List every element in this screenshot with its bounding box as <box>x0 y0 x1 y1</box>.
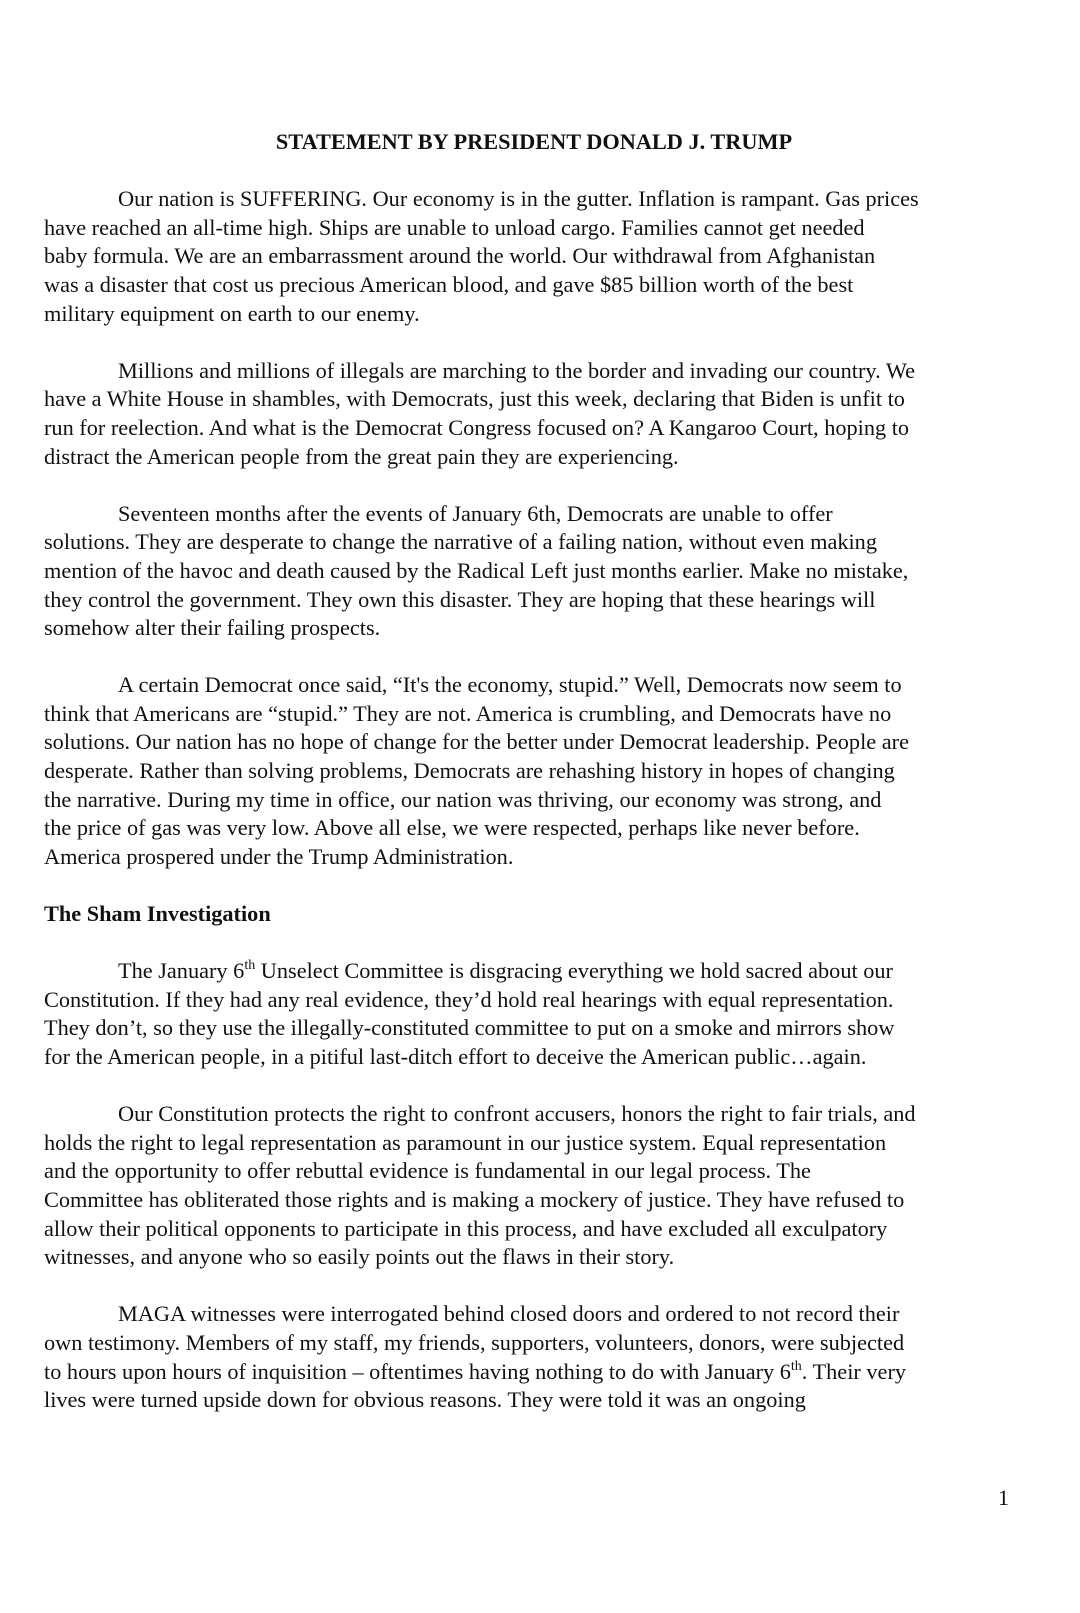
superscript: th <box>244 958 256 974</box>
spacer <box>44 157 1024 186</box>
spacer <box>44 1072 1024 1101</box>
text-line: for the American people, in a pitiful last-ditch effort to deceive the American public…again. <box>44 1044 867 1069</box>
text-line: lives were turned upside down for obvious reasons. They were told it was an ongoing <box>44 1387 806 1413</box>
section-heading: The Sham Investigation <box>44 901 271 927</box>
text-line: they control the government. They own this disaster. They are hoping that these hearings will <box>44 586 876 612</box>
text-line: think that Americans are “stupid.” They are not. America is crumbling, and Democrats have no <box>44 700 892 726</box>
text-line: Our Constitution protects the right to confront accusers, honors the right to fair trials, and <box>118 1101 916 1127</box>
text-line: military equipment on earth to our enemy. <box>44 300 420 326</box>
text-line: MAGA witnesses were interrogated behind closed doors and ordered to not record their <box>118 1301 900 1327</box>
paragraph <box>44 671 1024 871</box>
text-line: desperate. Rather than solving problems, Democrats are rehashing history in hopes of changing <box>44 758 895 784</box>
text-line: mention of the havoc and death caused by the Radical Left just months earlier. Make no mistake, <box>44 557 909 583</box>
text-line: They don’t, so they use the illegally-constituted committee to put on a smoke and mirrors show <box>44 1015 895 1041</box>
paragraph <box>44 185 1024 328</box>
text-line: Seventeen months after the events of January 6th, Democrats are unable to offer <box>118 500 833 526</box>
spacer <box>44 929 1024 958</box>
text-line: somehow alter their failing prospects. <box>44 615 381 641</box>
text-line: solutions. They are desperate to change the narrative of a failing nation, without even making <box>44 529 877 555</box>
spacer <box>44 1272 1024 1301</box>
text-line: and the opportunity to offer rebuttal evidence is fundamental in our legal process. The <box>44 1158 811 1184</box>
text-line: A certain Democrat once said, “It's the economy, stupid.” Well, Democrats now seem to <box>118 672 902 698</box>
text-line: allow their political opponents to participate in this process, and have excluded all exculpatory <box>44 1215 888 1241</box>
paragraph <box>44 1300 1024 1414</box>
text-line: to hours upon hours of inquisition – oftentimes having nothing to do with January 6th. Their very <box>44 1358 907 1384</box>
text-line: America prospered under the Trump Administration. <box>44 843 514 869</box>
text-line: holds the right to legal representation as paramount in our justice system. Equal representation <box>44 1129 887 1155</box>
paragraph <box>44 500 1024 643</box>
text-line: own testimony. Members of my staff, my friends, supporters, volunteers, donors, were subjected <box>44 1329 905 1355</box>
superscript: th <box>790 1358 802 1374</box>
text-line: Millions and millions of illegals are marching to the border and invading our country. We <box>118 357 916 383</box>
spacer <box>44 328 1024 357</box>
paragraph <box>44 1100 1024 1272</box>
text-line: distract the American people from the great pain they are experiencing. <box>44 443 679 469</box>
text-line: Our nation is SUFFERING. Our economy is in the gutter. Inflation is rampant. Gas prices <box>118 186 919 212</box>
text-line: the narrative. During my time in office, our nation was thriving, our economy was strong, and <box>44 786 882 812</box>
text-line: solutions. Our nation has no hope of change for the better under Democrat leadership. People are <box>44 729 909 755</box>
text-line: the price of gas was very low. Above all else, we were respected, perhaps like never before. <box>44 815 860 841</box>
text-line: have a White House in shambles, with Democrats, just this week, declaring that Biden is unfit to <box>44 386 905 412</box>
text-line: run for reelection. And what is the Democrat Congress focused on? A Kangaroo Court, hoping to <box>44 414 910 440</box>
document-body <box>44 128 1024 1415</box>
text-line: witnesses, and anyone who so easily points out the flaws in their story. <box>44 1244 675 1270</box>
text-line: Constitution. If they had any real evidence, they’d hold real hearings with equal representation. <box>44 986 894 1012</box>
paragraph <box>44 957 1024 1071</box>
text-line: have reached an all-time high. Ships are unable to unload cargo. Families cannot get needed <box>44 214 865 240</box>
paragraph <box>44 357 1024 471</box>
page-number: 1 <box>998 1485 1009 1510</box>
document-title: STATEMENT BY PRESIDENT DONALD J. TRUMP <box>275 129 793 154</box>
text-line: was a disaster that cost us precious American blood, and gave $85 billion worth of the best <box>44 271 854 297</box>
spacer <box>44 471 1024 500</box>
text-line: baby formula. We are an embarrassment around the world. Our withdrawal from Afghanistan <box>44 243 876 269</box>
text-line: Committee has obliterated those rights and is making a mockery of justice. They have refused to <box>44 1186 905 1212</box>
spacer <box>44 871 1024 900</box>
document-content <box>44 185 1024 1415</box>
text-line: The January 6th Unselect Committee is disgracing everything we hold sacred about our <box>118 958 893 984</box>
spacer <box>44 643 1024 672</box>
